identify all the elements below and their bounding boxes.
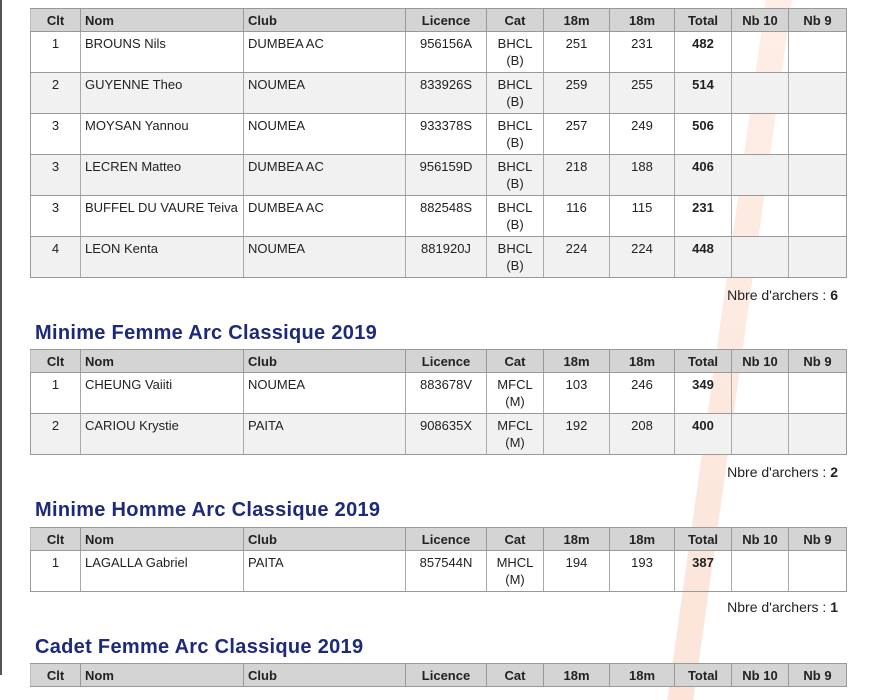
table-cell: 259 bbox=[544, 73, 610, 114]
results-table bbox=[30, 527, 847, 592]
table-cell: 933378S bbox=[406, 114, 487, 155]
column-header: Nb 10 bbox=[732, 528, 789, 551]
table-cell bbox=[732, 155, 789, 196]
table-cell: 833926S bbox=[406, 73, 487, 114]
table-cell bbox=[732, 551, 789, 592]
column-header: 18m bbox=[610, 9, 675, 32]
column-header: Nb 10 bbox=[732, 9, 789, 32]
table-cell bbox=[789, 155, 847, 196]
column-header: Licence bbox=[406, 528, 487, 551]
table-cell: NOUMEA bbox=[244, 373, 406, 414]
table-cell bbox=[732, 196, 789, 237]
column-header: 18m bbox=[544, 350, 610, 373]
column-header: Total bbox=[675, 9, 732, 32]
table-cell: BHCL (B) bbox=[487, 114, 544, 155]
table-cell: 194 bbox=[544, 551, 610, 592]
table-cell: 400 bbox=[675, 414, 732, 455]
archer-count: Nbre d'archers : 1 bbox=[727, 599, 838, 615]
table-row bbox=[31, 237, 847, 278]
column-header: Total bbox=[675, 664, 732, 687]
column-header: Club bbox=[244, 664, 406, 687]
table-cell: DUMBEA AC bbox=[244, 155, 406, 196]
archer-count: Nbre d'archers : 2 bbox=[727, 464, 838, 480]
table-cell: GUYENNE Theo bbox=[81, 73, 244, 114]
table-cell: BHCL (B) bbox=[487, 237, 544, 278]
table-cell bbox=[732, 373, 789, 414]
column-header: Nb 10 bbox=[732, 350, 789, 373]
table-cell: 192 bbox=[544, 414, 610, 455]
table-cell: NOUMEA bbox=[244, 237, 406, 278]
column-header: Nb 9 bbox=[789, 664, 847, 687]
column-header: Clt bbox=[31, 664, 81, 687]
table-cell: 2 bbox=[31, 73, 81, 114]
table-cell: DUMBEA AC bbox=[244, 32, 406, 73]
archer-count: Nbre d'archers : 6 bbox=[727, 287, 838, 303]
table-cell: 1 bbox=[31, 373, 81, 414]
table-cell: 3 bbox=[31, 196, 81, 237]
section-title: Minime Femme Arc Classique 2019 bbox=[35, 322, 378, 344]
table-cell: LAGALLA Gabriel bbox=[81, 551, 244, 592]
results-table bbox=[30, 663, 847, 687]
table-cell bbox=[789, 73, 847, 114]
table-cell: 4 bbox=[31, 237, 81, 278]
table-cell: 224 bbox=[544, 237, 610, 278]
table-cell: BHCL (B) bbox=[487, 155, 544, 196]
column-header: Licence bbox=[406, 9, 487, 32]
column-header: 18m bbox=[544, 9, 610, 32]
table-cell bbox=[732, 114, 789, 155]
table-cell: 349 bbox=[675, 373, 732, 414]
table-cell: MHCL (M) bbox=[487, 551, 544, 592]
table-cell bbox=[789, 414, 847, 455]
column-header: Nom bbox=[81, 9, 244, 32]
table-cell bbox=[789, 196, 847, 237]
column-header: Licence bbox=[406, 350, 487, 373]
table-cell: LECREN Matteo bbox=[81, 155, 244, 196]
table-row bbox=[31, 114, 847, 155]
table-cell: 482 bbox=[675, 32, 732, 73]
column-header: Club bbox=[244, 350, 406, 373]
table-cell: 1 bbox=[31, 551, 81, 592]
table-cell: 3 bbox=[31, 155, 81, 196]
table-row bbox=[31, 32, 847, 73]
table-cell: 3 bbox=[31, 114, 81, 155]
section-title: Cadet Femme Arc Classique 2019 bbox=[35, 636, 364, 658]
table-cell bbox=[789, 32, 847, 73]
table-header bbox=[31, 528, 847, 551]
table-cell bbox=[732, 73, 789, 114]
table-cell: NOUMEA bbox=[244, 114, 406, 155]
table-cell bbox=[732, 32, 789, 73]
table-cell: 246 bbox=[610, 373, 675, 414]
column-header: 18m bbox=[544, 528, 610, 551]
table-cell: 881920J bbox=[406, 237, 487, 278]
table-cell: BHCL (B) bbox=[487, 196, 544, 237]
table-cell: 231 bbox=[675, 196, 732, 237]
column-header: Cat bbox=[487, 9, 544, 32]
table-cell: 193 bbox=[610, 551, 675, 592]
table-cell bbox=[789, 373, 847, 414]
results-table bbox=[30, 349, 847, 455]
table-cell: 908635X bbox=[406, 414, 487, 455]
table-cell: DUMBEA AC bbox=[244, 196, 406, 237]
table-cell: 188 bbox=[610, 155, 675, 196]
table-cell bbox=[789, 237, 847, 278]
page-border bbox=[0, 0, 2, 675]
column-header: Nb 9 bbox=[789, 9, 847, 32]
column-header: 18m bbox=[610, 350, 675, 373]
table-cell: 115 bbox=[610, 196, 675, 237]
table-cell: 514 bbox=[675, 73, 732, 114]
table-cell bbox=[789, 551, 847, 592]
table-cell: 387 bbox=[675, 551, 732, 592]
table-cell: MFCL (M) bbox=[487, 414, 544, 455]
column-header: Nom bbox=[81, 350, 244, 373]
table-row bbox=[31, 373, 847, 414]
column-header: 18m bbox=[610, 528, 675, 551]
column-header: Club bbox=[244, 9, 406, 32]
table-row bbox=[31, 551, 847, 592]
table-cell: 1 bbox=[31, 32, 81, 73]
column-header: Nom bbox=[81, 664, 244, 687]
table-header bbox=[31, 664, 847, 687]
table-row bbox=[31, 155, 847, 196]
column-header: Nb 10 bbox=[732, 664, 789, 687]
table-cell: CHEUNG Vaiiti bbox=[81, 373, 244, 414]
column-header: Licence bbox=[406, 664, 487, 687]
table-cell: 249 bbox=[610, 114, 675, 155]
column-header: Clt bbox=[31, 528, 81, 551]
table-cell bbox=[732, 414, 789, 455]
table-cell bbox=[789, 114, 847, 155]
table-header bbox=[31, 350, 847, 373]
column-header: Cat bbox=[487, 528, 544, 551]
table-cell: BUFFEL DU VAURE Teiva bbox=[81, 196, 244, 237]
table-cell: 506 bbox=[675, 114, 732, 155]
table-cell: 103 bbox=[544, 373, 610, 414]
table-cell: 255 bbox=[610, 73, 675, 114]
table-cell: 956159D bbox=[406, 155, 487, 196]
table-cell: 208 bbox=[610, 414, 675, 455]
table-cell: CARIOU Krystie bbox=[81, 414, 244, 455]
table-cell: 116 bbox=[544, 196, 610, 237]
table-cell: 2 bbox=[31, 414, 81, 455]
table-cell: PAITA bbox=[244, 551, 406, 592]
column-header: Total bbox=[675, 528, 732, 551]
table-cell: 956156A bbox=[406, 32, 487, 73]
table-row bbox=[31, 414, 847, 455]
table-header bbox=[31, 9, 847, 32]
table-cell: LEON Kenta bbox=[81, 237, 244, 278]
table-cell: 882548S bbox=[406, 196, 487, 237]
column-header: Club bbox=[244, 528, 406, 551]
table-cell: 857544N bbox=[406, 551, 487, 592]
table-cell: PAITA bbox=[244, 414, 406, 455]
table-cell: 257 bbox=[544, 114, 610, 155]
column-header: Clt bbox=[31, 350, 81, 373]
table-cell: 406 bbox=[675, 155, 732, 196]
table-cell: 218 bbox=[544, 155, 610, 196]
table-cell: 251 bbox=[544, 32, 610, 73]
table-cell: 224 bbox=[610, 237, 675, 278]
column-header: Nom bbox=[81, 528, 244, 551]
table-cell: BHCL (B) bbox=[487, 73, 544, 114]
column-header: Clt bbox=[31, 9, 81, 32]
table-cell: 231 bbox=[610, 32, 675, 73]
section-title: Minime Homme Arc Classique 2019 bbox=[35, 499, 381, 521]
table-cell: 883678V bbox=[406, 373, 487, 414]
table-cell bbox=[732, 237, 789, 278]
table-row bbox=[31, 73, 847, 114]
table-cell: BROUNS Nils bbox=[81, 32, 244, 73]
column-header: Nb 9 bbox=[789, 528, 847, 551]
table-row bbox=[31, 196, 847, 237]
column-header: 18m bbox=[610, 664, 675, 687]
table-cell: 448 bbox=[675, 237, 732, 278]
column-header: Cat bbox=[487, 350, 544, 373]
table-cell: NOUMEA bbox=[244, 73, 406, 114]
table-cell: MOYSAN Yannou bbox=[81, 114, 244, 155]
column-header: Cat bbox=[487, 664, 544, 687]
table-cell: MFCL (M) bbox=[487, 373, 544, 414]
table-cell: BHCL (B) bbox=[487, 32, 544, 73]
results-table bbox=[30, 8, 847, 278]
column-header: Total bbox=[675, 350, 732, 373]
column-header: 18m bbox=[544, 664, 610, 687]
column-header: Nb 9 bbox=[789, 350, 847, 373]
